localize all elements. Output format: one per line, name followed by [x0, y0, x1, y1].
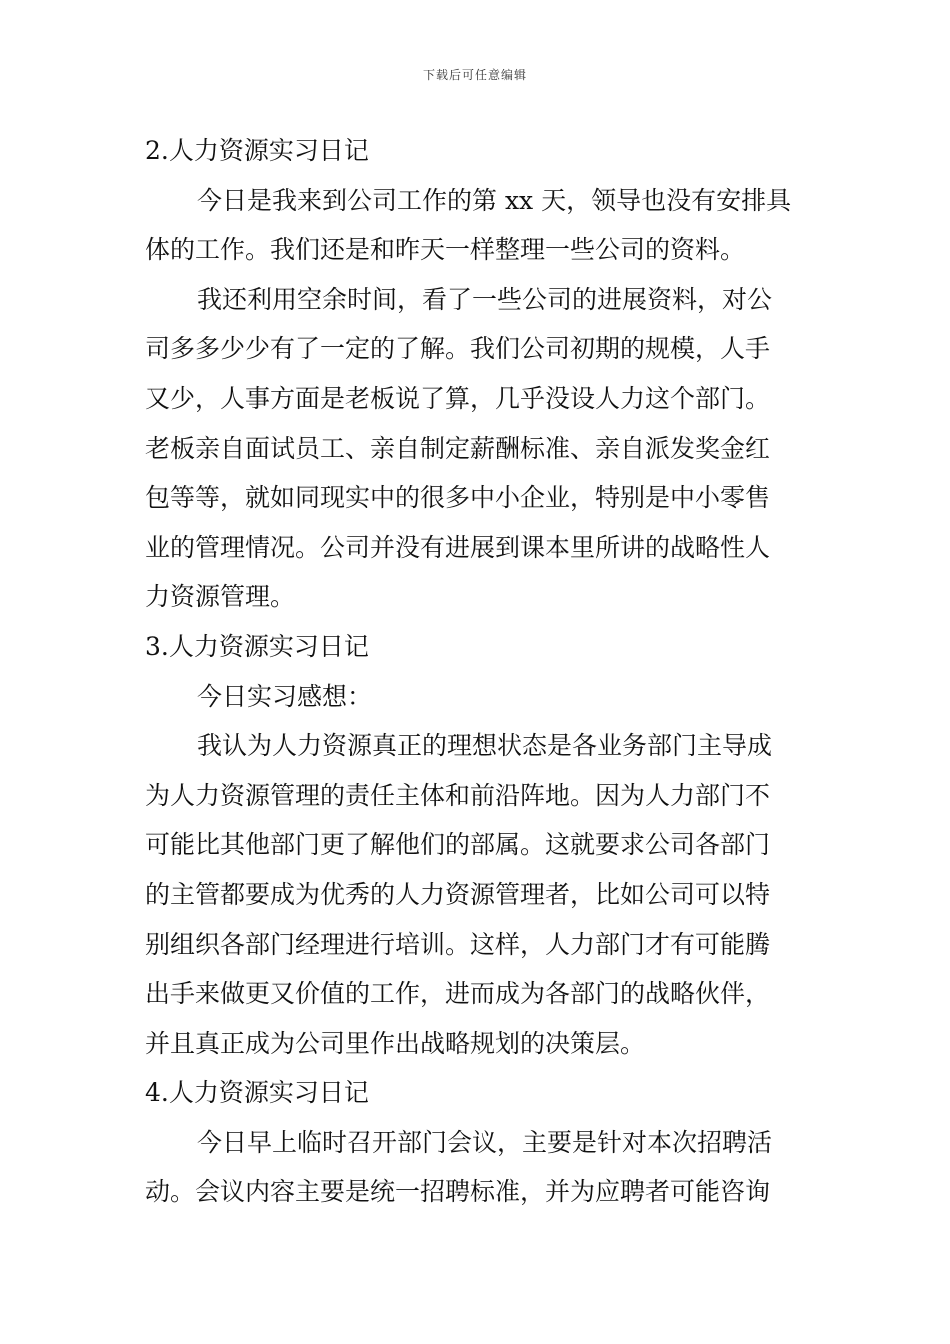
document-body [145, 126, 807, 1217]
line-1: 2.人力资源实习日记 [145, 136, 369, 165]
line-21: 今日早上临时召开部门会议，主要是针对本次招聘活 [197, 1127, 773, 1157]
line-18: 出手来做更又价值的工作，进而成为各部门的战略伙伴， [145, 979, 771, 1009]
line-15: 可能比其他部门更了解他们的部属。这就要求公司各部门 [145, 830, 771, 860]
line-4: 我还利用空余时间，看了一些公司的进展资料，对公 [197, 284, 773, 314]
line-11: 3.人力资源实习日记 [145, 631, 369, 661]
line-13: 我认为人力资源真正的理想状态是各业务部门主导成 [197, 731, 773, 761]
header-note: 下载后可任意编辑 [422, 68, 527, 82]
line-9: 业的管理情况。公司并没有进展到课本里所讲的战略性人 [145, 532, 771, 562]
line-2: 今日是我来到公司工作的第 xx 天，领导也没有安排具 [197, 185, 792, 215]
line-7: 老板亲自面试员工、亲自制定薪酬标准、亲自派发奖金红 [145, 433, 771, 463]
line-14: 为人力资源管理的责任主体和前沿阵地。因为人力部门不 [145, 780, 771, 810]
line-5: 司多多少少有了一定的了解。我们公司初期的规模，人手 [145, 334, 771, 364]
line-8: 包等等，就如同现实中的很多中小企业，特别是中小零售 [145, 483, 771, 513]
line-16: 的主管都要成为优秀的人力资源管理者，比如公司可以特 [145, 879, 771, 909]
line-17: 别组织各部门经理进行培训。这样，人力部门才有可能腾 [145, 929, 771, 959]
line-20: 4.人力资源实习日记 [145, 1078, 369, 1108]
line-3: 体的工作。我们还是和昨天一样整理一些公司的资料。 [145, 235, 746, 265]
line-22: 动。会议内容主要是统一招聘标准，并为应聘者可能咨询 [145, 1177, 771, 1207]
line-19: 并且真正成为公司里作出战略规划的决策层。 [145, 1028, 646, 1058]
line-6: 又少，人事方面是老板说了算，几乎没设人力这个部门。 [145, 383, 771, 413]
line-10: 力资源管理。 [145, 582, 296, 612]
line-12: 今日实习感想： [197, 681, 373, 711]
